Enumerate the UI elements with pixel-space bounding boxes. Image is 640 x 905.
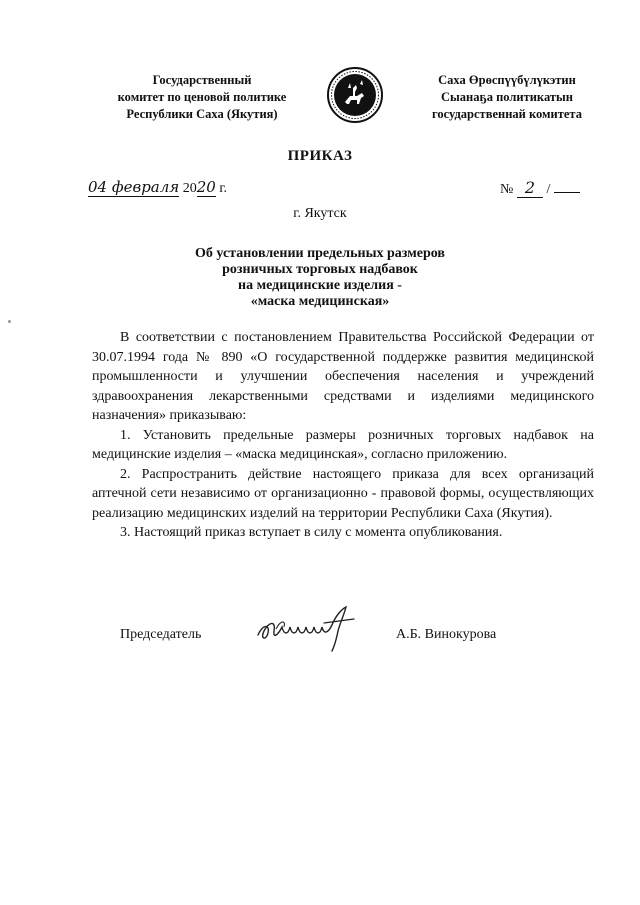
- issuer-line: Саха Өрөспүүбүлүкэтин: [438, 73, 576, 87]
- scan-artifact: [8, 320, 11, 323]
- number-handwritten: 2: [517, 178, 543, 198]
- number-blank: [554, 192, 580, 193]
- subject-line: Об установлении предельных размеров: [195, 246, 445, 261]
- body-paragraph: 3. Настоящий приказ вступает в силу с момента опубликования.: [120, 525, 503, 540]
- issuer-name-russian: [92, 72, 312, 123]
- number-prefix: №: [500, 182, 514, 197]
- date-suffix: г.: [215, 181, 227, 196]
- document-body: [92, 328, 594, 543]
- subject-line: розничных торговых надбавок: [222, 262, 418, 277]
- date-handwritten: 04 февраля: [88, 178, 180, 196]
- document-city: г. Якутск: [293, 206, 347, 221]
- signatory-title: Председатель: [120, 627, 202, 642]
- issuer-line: Сыанаҕа политикатын: [441, 90, 573, 104]
- issuer-line: комитет по ценовой политике: [117, 90, 287, 104]
- signature-block: [120, 623, 620, 673]
- body-paragraph: 1. Установить предельные размеры розничных торговых надбавок на медицинские изделия – «маска медицинская», согласно приложению.: [92, 427, 594, 462]
- issuer-name-yakut: [402, 72, 612, 123]
- issuer-line: Республики Саха (Якутия): [126, 107, 278, 121]
- document-type-title: ПРИКАЗ: [287, 148, 353, 164]
- signatory-name: А.Б. Винокурова: [396, 627, 497, 642]
- yakutia-coat-of-arms-icon: [326, 66, 384, 124]
- number-separator: /: [546, 182, 551, 197]
- document-date: [88, 178, 227, 197]
- document-subject: [150, 246, 490, 310]
- handwritten-signature-icon: [254, 601, 374, 653]
- date-year-prefix: 20: [182, 181, 197, 196]
- body-paragraph: 2. Распространить действие настоящего приказа для всех организаций аптечной сети независимо от организационно - правовой формы, осуществляющих реализацию медицинских изделий на территории Республики Саха (Якутия).: [92, 466, 594, 521]
- date-year-handwritten: 20: [196, 178, 216, 196]
- issuer-line: государственнай комитета: [432, 107, 582, 121]
- subject-line: «маска медицинская»: [250, 294, 390, 309]
- issuer-line: Государственный: [152, 73, 252, 87]
- subject-line: на медицинские изделия -: [238, 278, 402, 293]
- document-number: [500, 178, 580, 198]
- body-paragraph: В соответствии с постановлением Правительства Российской Федерации от 30.07.1994 года № 890 «О государственной поддержке развития медицинской промышленности и улучшении обеспечения населения и учреждений здравоохранения лекарственными средствами и изделиями медицинского назначения» приказываю:: [92, 330, 594, 423]
